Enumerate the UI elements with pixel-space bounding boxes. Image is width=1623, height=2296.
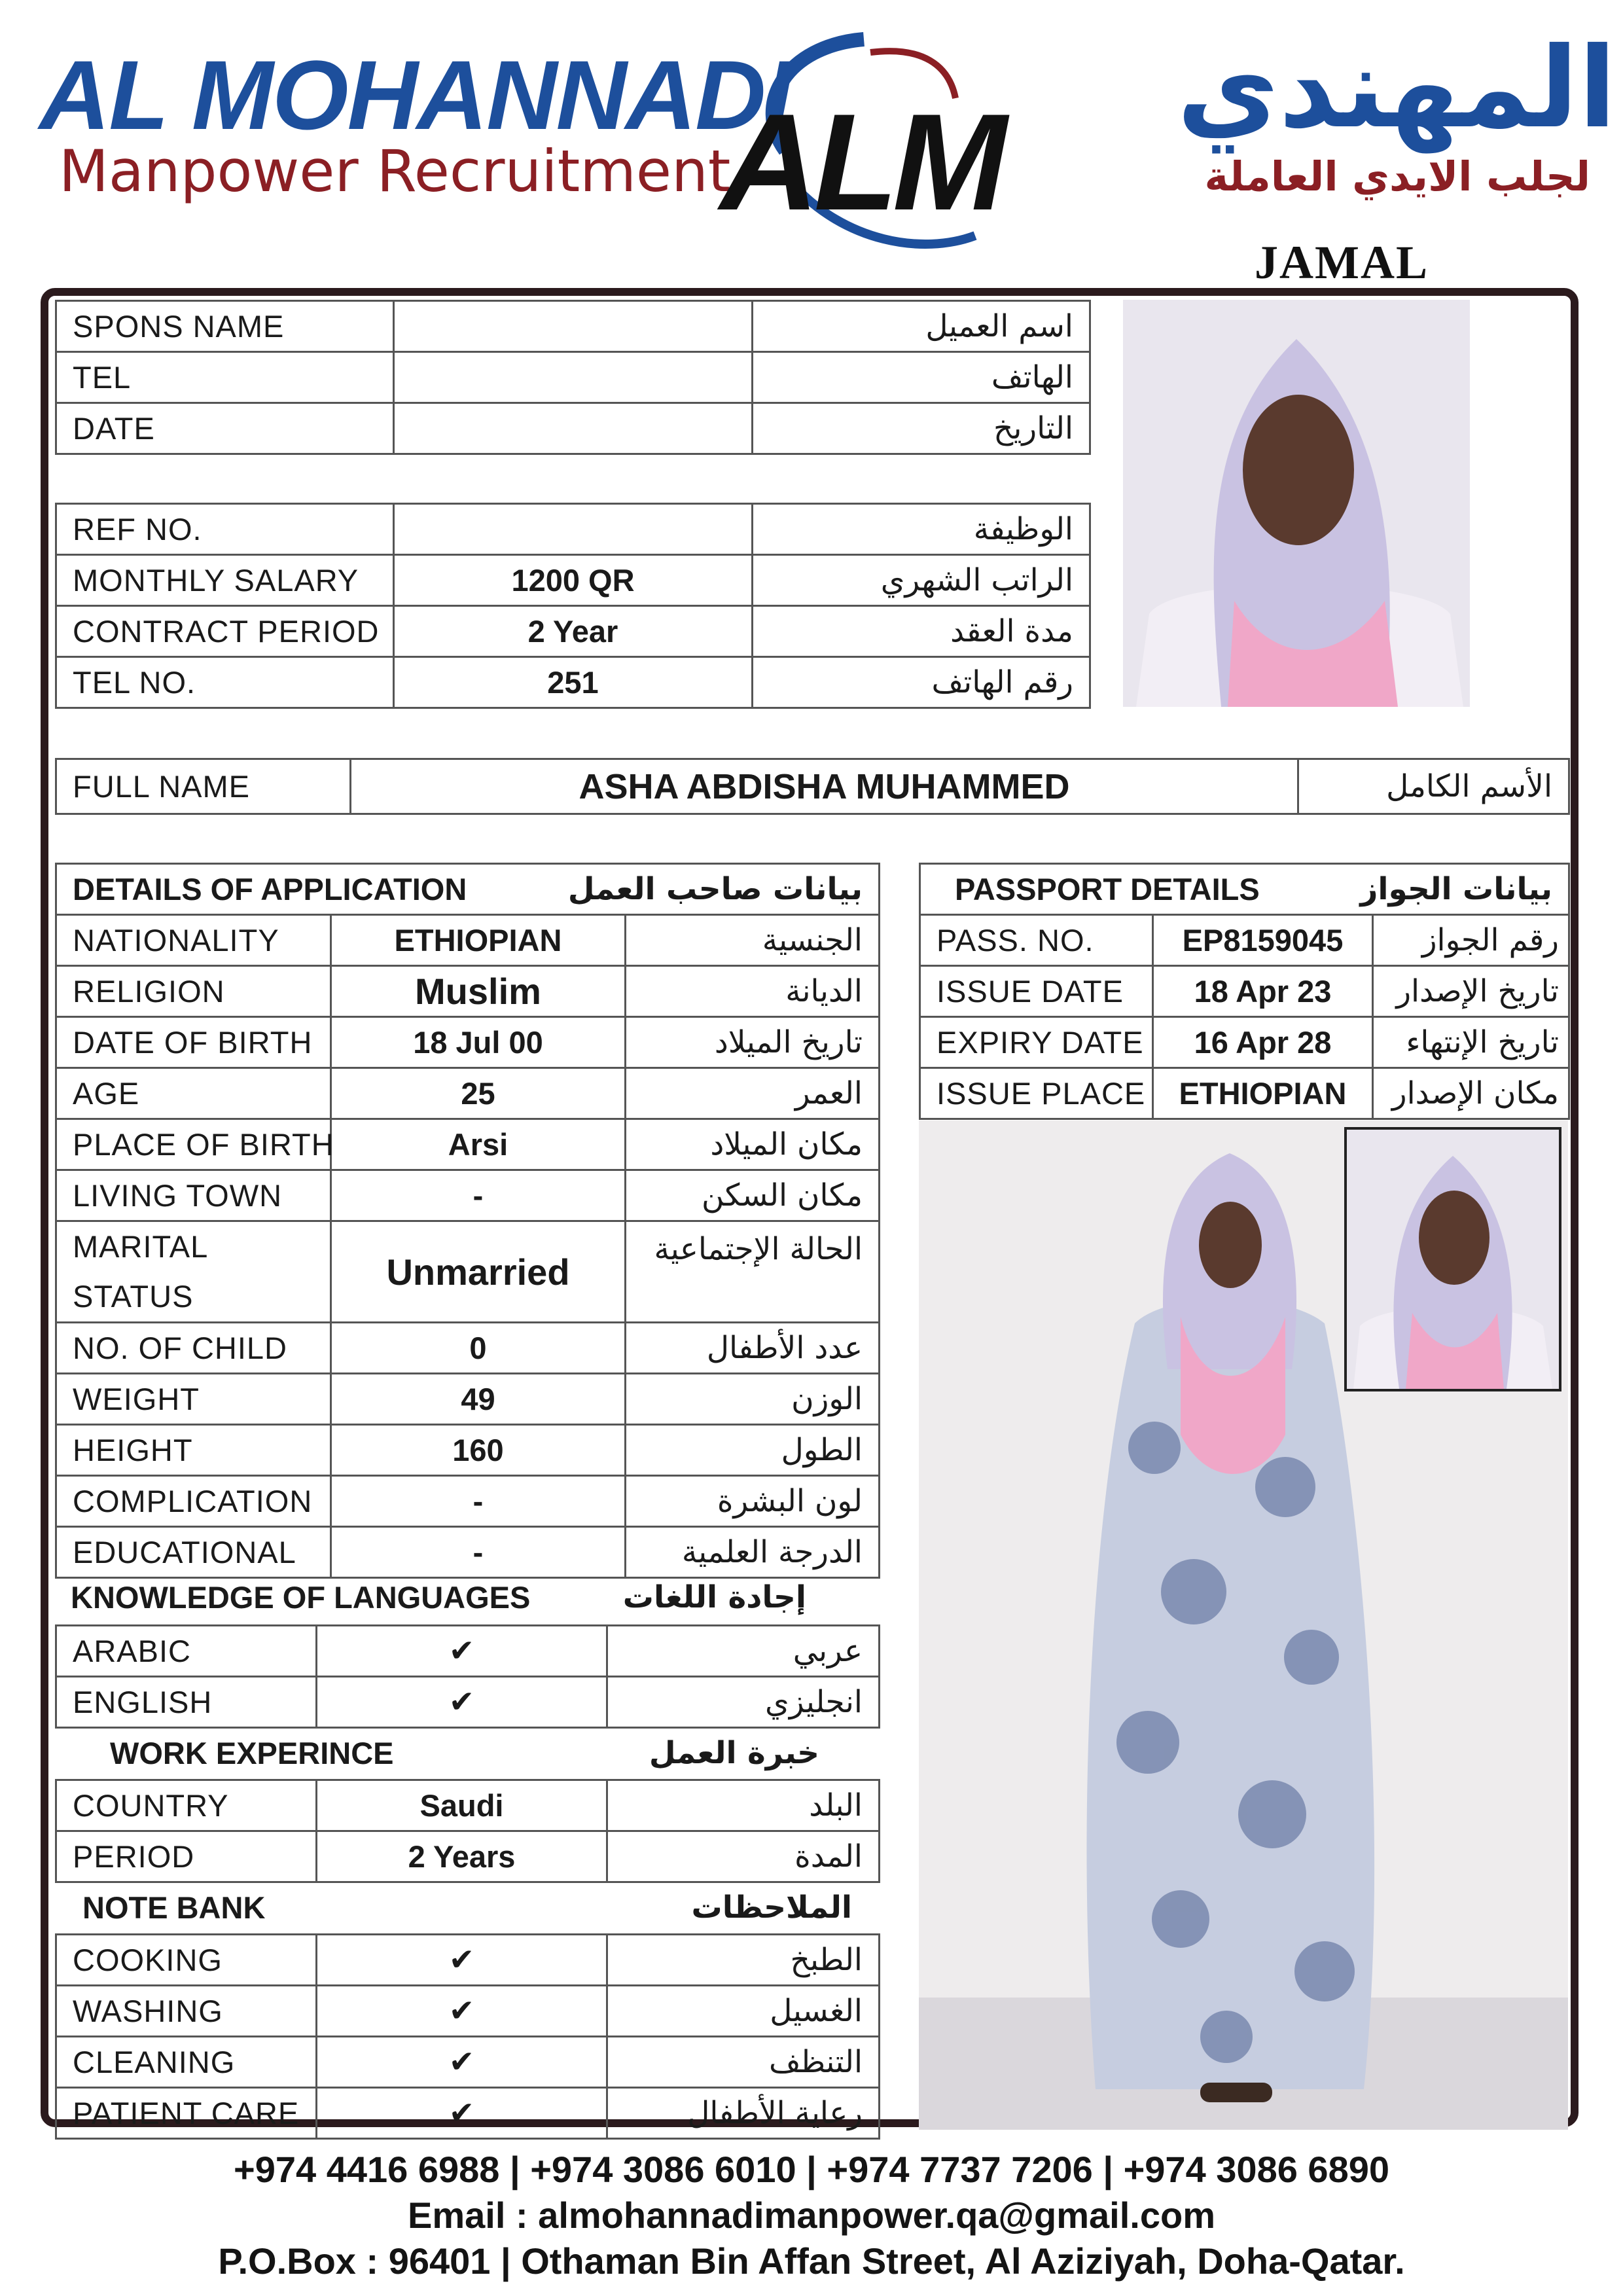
cleaning-label-ar: التنظف bbox=[607, 2037, 880, 2088]
expiry-date-value: 16 Apr 28 bbox=[1153, 1017, 1373, 1068]
languages-table bbox=[55, 1624, 880, 1729]
washing-label-ar: الغسيل bbox=[607, 1986, 880, 2037]
languages-title: KNOWLEDGE OF LANGUAGES bbox=[71, 1579, 531, 1615]
contract-value: 2 Year bbox=[394, 606, 753, 657]
education-row bbox=[56, 1527, 880, 1578]
passport-title-ar: بيانات الجواز bbox=[1373, 864, 1569, 915]
children-label: NO. OF CHILD bbox=[56, 1323, 331, 1374]
issue-date-label-ar: تاريخ الإصدار bbox=[1373, 966, 1569, 1017]
notes-table bbox=[55, 1933, 880, 2140]
marital-label-ar: الحالة الإجتماعية bbox=[626, 1221, 880, 1323]
height-label-ar: الطول bbox=[626, 1425, 880, 1476]
cooking-row bbox=[56, 1935, 880, 1986]
pass-no-row bbox=[920, 915, 1569, 966]
cleaning-check-icon: ✔ bbox=[317, 2037, 607, 2088]
job-row-salary bbox=[56, 555, 1090, 606]
complication-value: - bbox=[331, 1476, 626, 1527]
notes-title: NOTE BANK bbox=[82, 1890, 266, 1925]
complication-label: COMPLICATION bbox=[56, 1476, 331, 1527]
age-label: AGE bbox=[56, 1068, 331, 1119]
arabic-label-ar: عربي bbox=[607, 1626, 880, 1677]
contract-label-ar: مدة العقد bbox=[753, 606, 1090, 657]
sponsor-row-tel bbox=[56, 352, 1090, 403]
inset-photo bbox=[1344, 1127, 1561, 1391]
marital-row bbox=[56, 1221, 880, 1323]
brand-subtitle: Manpower Recruitment bbox=[59, 137, 731, 205]
languages-title-ar: إجادة اللغات bbox=[622, 1579, 806, 1615]
salary-value: 1200 QR bbox=[394, 555, 753, 606]
arabic-label: ARABIC bbox=[56, 1626, 317, 1677]
job-table bbox=[55, 503, 1091, 709]
arabic-row bbox=[56, 1626, 880, 1677]
birth-place-value: Arsi bbox=[331, 1119, 626, 1170]
height-label: HEIGHT bbox=[56, 1425, 331, 1476]
weight-value: 49 bbox=[331, 1374, 626, 1425]
religion-value: Muslim bbox=[331, 966, 626, 1017]
period-label: PERIOD bbox=[56, 1831, 317, 1882]
dob-row bbox=[56, 1017, 880, 1068]
english-label: ENGLISH bbox=[56, 1677, 317, 1728]
feet bbox=[1200, 2083, 1272, 2102]
portrait-photo bbox=[1123, 300, 1470, 707]
brand-arabic-subtitle: لجلب الايدي العاملة bbox=[1204, 152, 1590, 200]
pass-no-label: PASS. NO. bbox=[920, 915, 1153, 966]
country-row bbox=[56, 1780, 880, 1831]
experience-title: WORK EXPERINCE bbox=[110, 1735, 394, 1770]
brand-arabic-name: المهندي bbox=[1177, 24, 1616, 153]
education-label: EDUCATIONAL bbox=[56, 1527, 331, 1578]
experience-header bbox=[55, 1727, 878, 1779]
ref-no-value bbox=[394, 504, 753, 555]
tel-no-label-ar: رقم الهاتف bbox=[753, 657, 1090, 708]
dob-label: DATE OF BIRTH bbox=[56, 1017, 331, 1068]
living-town-value: - bbox=[331, 1170, 626, 1221]
patient-care-label-ar: رعاية الأطفال bbox=[607, 2088, 880, 2139]
age-label-ar: العمر bbox=[626, 1068, 880, 1119]
patient-care-label: PATIENT CARE bbox=[56, 2088, 317, 2139]
issue-date-row bbox=[920, 966, 1569, 1017]
age-row bbox=[56, 1068, 880, 1119]
experience-table bbox=[55, 1779, 880, 1883]
tel-no-label: TEL NO. bbox=[56, 657, 394, 708]
passport-table bbox=[919, 863, 1570, 1120]
job-row-contract bbox=[56, 606, 1090, 657]
nationality-value: ETHIOPIAN bbox=[331, 915, 626, 966]
sponsor-table bbox=[55, 300, 1091, 455]
footer-phones: +974 4416 6988 | +974 3086 6010 | +974 7737 7206 | +974 3086 6890 bbox=[234, 2149, 1389, 2190]
issue-date-value: 18 Apr 23 bbox=[1153, 966, 1373, 1017]
passport-title: PASSPORT DETAILS bbox=[920, 864, 1373, 915]
country-label: COUNTRY bbox=[56, 1780, 317, 1831]
footer-email: Email : almohannadimanpower.qa@gmail.com bbox=[408, 2195, 1215, 2236]
sponsor-tel-value bbox=[394, 352, 753, 403]
marital-label bbox=[56, 1221, 331, 1323]
birth-place-row bbox=[56, 1119, 880, 1170]
education-value: - bbox=[331, 1527, 626, 1578]
sponsor-date-value bbox=[394, 403, 753, 454]
salary-label-ar: الراتب الشهري bbox=[753, 555, 1090, 606]
sponsor-date-label-ar: التاريخ bbox=[753, 403, 1090, 454]
marital-value: Unmarried bbox=[331, 1221, 626, 1323]
religion-label-ar: الديانة bbox=[626, 966, 880, 1017]
period-row bbox=[56, 1831, 880, 1882]
complication-label-ar: لون البشرة bbox=[626, 1476, 880, 1527]
country-value: Saudi bbox=[317, 1780, 607, 1831]
application-table bbox=[55, 863, 880, 1579]
dob-value: 18 Jul 00 bbox=[331, 1017, 626, 1068]
birth-place-label-ar: مكان الميلاد bbox=[626, 1119, 880, 1170]
sponsor-tel-label: TEL bbox=[56, 352, 394, 403]
arabic-check-icon: ✔ bbox=[317, 1626, 607, 1677]
notes-header bbox=[55, 1881, 878, 1933]
education-label-ar: الدرجة العلمية bbox=[626, 1527, 880, 1578]
children-value: 0 bbox=[331, 1323, 626, 1374]
brand-arabic bbox=[1047, 26, 1616, 203]
brand-name: AL MOHANNADI bbox=[39, 40, 791, 150]
tel-no-value: 251 bbox=[394, 657, 753, 708]
application-header-row bbox=[56, 864, 880, 915]
age-value: 25 bbox=[331, 1068, 626, 1119]
full-name-label: FULL NAME bbox=[56, 759, 351, 814]
washing-label: WASHING bbox=[56, 1986, 317, 2037]
cleaning-row bbox=[56, 2037, 880, 2088]
inset-face bbox=[1419, 1191, 1489, 1285]
pass-no-value: EP8159045 bbox=[1153, 915, 1373, 966]
dob-label-ar: تاريخ الميلاد bbox=[626, 1017, 880, 1068]
living-town-label: LIVING TOWN bbox=[56, 1170, 331, 1221]
english-label-ar: انجليزي bbox=[607, 1677, 880, 1728]
job-row-tel bbox=[56, 657, 1090, 708]
full-name-value: ASHA ABDISHA MUHAMMED bbox=[351, 759, 1298, 814]
footer-address: P.O.Box : 96401 | Othaman Bin Affan Street, Al Aziziyah, Doha-Qatar. bbox=[218, 2240, 1405, 2282]
height-row bbox=[56, 1425, 880, 1476]
period-label-ar: المدة bbox=[607, 1831, 880, 1882]
ref-no-label-ar: الوظيفة bbox=[753, 504, 1090, 555]
pass-no-label-ar: رقم الجواز bbox=[1373, 915, 1569, 966]
expiry-date-row bbox=[920, 1017, 1569, 1068]
sponsor-name-label: SPONS NAME bbox=[56, 301, 394, 352]
salary-label: MONTHLY SALARY bbox=[56, 555, 394, 606]
washing-check-icon: ✔ bbox=[317, 1986, 607, 2037]
cleaning-label: CLEANING bbox=[56, 2037, 317, 2088]
sponsor-row-date bbox=[56, 403, 1090, 454]
issue-place-label: ISSUE PLACE bbox=[920, 1068, 1153, 1119]
height-value: 160 bbox=[331, 1425, 626, 1476]
complication-row bbox=[56, 1476, 880, 1527]
job-row-ref bbox=[56, 504, 1090, 555]
weight-label-ar: الوزن bbox=[626, 1374, 880, 1425]
nationality-label-ar: الجنسية bbox=[626, 915, 880, 966]
application-title-ar: بيانات صاحب العمل bbox=[626, 864, 880, 915]
contract-label: CONTRACT PERIOD bbox=[56, 606, 394, 657]
living-town-row bbox=[56, 1170, 880, 1221]
sponsor-tel-label-ar: الهاتف bbox=[753, 352, 1090, 403]
experience-title-ar: خبرة العمل bbox=[649, 1734, 819, 1771]
face bbox=[1199, 1202, 1262, 1288]
children-row bbox=[56, 1323, 880, 1374]
marital-label-line1: MARITAL bbox=[73, 1229, 209, 1264]
weight-label: WEIGHT bbox=[56, 1374, 331, 1425]
period-value: 2 Years bbox=[317, 1831, 607, 1882]
english-row bbox=[56, 1677, 880, 1728]
marital-label-line2: STATUS bbox=[73, 1279, 194, 1314]
passport-header-row bbox=[920, 864, 1569, 915]
expiry-date-label: EXPIRY DATE bbox=[920, 1017, 1153, 1068]
washing-row bbox=[56, 1986, 880, 2037]
living-town-label-ar: مكان السكن bbox=[626, 1170, 880, 1221]
agent-name: JAMAL bbox=[1255, 236, 1429, 289]
languages-header bbox=[55, 1571, 878, 1623]
religion-label: RELIGION bbox=[56, 966, 331, 1017]
sponsor-name-value bbox=[394, 301, 753, 352]
full-name-table bbox=[55, 758, 1570, 815]
issue-date-label: ISSUE DATE bbox=[920, 966, 1153, 1017]
patient-care-row bbox=[56, 2088, 880, 2139]
expiry-date-label-ar: تاريخ الإنتهاء bbox=[1373, 1017, 1569, 1068]
country-label-ar: البلد bbox=[607, 1780, 880, 1831]
cooking-check-icon: ✔ bbox=[317, 1935, 607, 1986]
cooking-label: COOKING bbox=[56, 1935, 317, 1986]
english-check-icon: ✔ bbox=[317, 1677, 607, 1728]
portrait-face bbox=[1243, 395, 1354, 545]
issue-place-row bbox=[920, 1068, 1569, 1119]
children-label-ar: عدد الأطفال bbox=[626, 1323, 880, 1374]
ref-no-label: REF NO. bbox=[56, 504, 394, 555]
full-name-label-ar: الأسم الكامل bbox=[1298, 759, 1569, 814]
weight-row bbox=[56, 1374, 880, 1425]
nationality-label: NATIONALITY bbox=[56, 915, 331, 966]
nationality-row bbox=[56, 915, 880, 966]
issue-place-value: ETHIOPIAN bbox=[1153, 1068, 1373, 1119]
cooking-label-ar: الطبخ bbox=[607, 1935, 880, 1986]
alm-logo bbox=[713, 26, 1054, 262]
notes-title-ar: الملاحظات bbox=[691, 1889, 852, 1926]
footer bbox=[0, 2147, 1623, 2284]
patient-care-check-icon: ✔ bbox=[317, 2088, 607, 2139]
brand-english bbox=[39, 40, 791, 205]
application-title: DETAILS OF APPLICATION bbox=[56, 864, 626, 915]
sponsor-row-name bbox=[56, 301, 1090, 352]
sponsor-name-label-ar: اسم العميل bbox=[753, 301, 1090, 352]
sponsor-date-label: DATE bbox=[56, 403, 394, 454]
religion-row bbox=[56, 966, 880, 1017]
logo-text: ALM bbox=[720, 85, 1002, 239]
full-name-row bbox=[56, 759, 1569, 814]
birth-place-label: PLACE OF BIRTH bbox=[56, 1119, 331, 1170]
issue-place-label-ar: مكان الإصدار bbox=[1373, 1068, 1569, 1119]
